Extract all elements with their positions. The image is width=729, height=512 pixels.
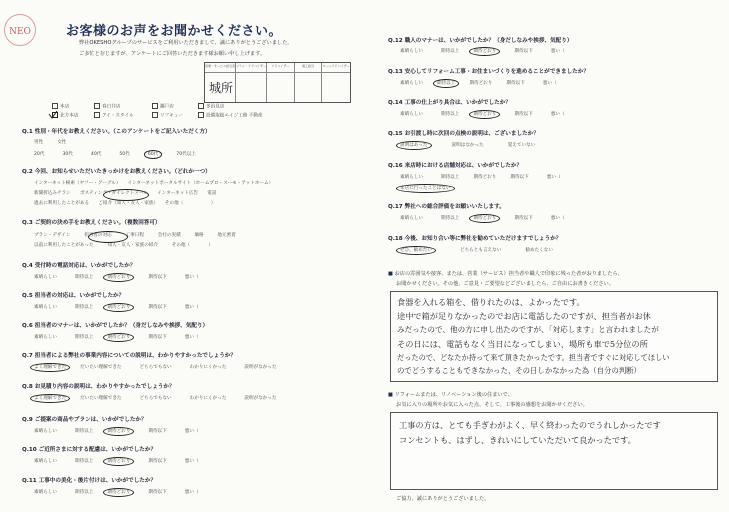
- checkmark-icon: [48, 110, 58, 120]
- store-option[interactable]: 設備取扱エイジ工務 不動産: [198, 112, 263, 119]
- selected-answer: 期待以上: [433, 79, 459, 88]
- q2-row: インターネット検索（ヤフー・グーグル） インターネットポータルサイト（ホームプロ・スーモ・アットホーム）: [34, 181, 274, 186]
- q14-options: 素晴らしい 期待以上 期待どおり 期待以下 悪い（: [400, 112, 565, 117]
- intro-line-2: ご多忙と存じますが、アンケートにご回答いただきます様お願い申し上げます。: [79, 51, 266, 57]
- q16-label: Q.16 来店時における店舗対応は、いかがでしたか？: [388, 163, 523, 169]
- comment1-line: だったので、どなたか持って来て頂きたかったです。担当者ですぐに対応してほしい: [397, 353, 670, 362]
- svg-text:NEO: NEO: [9, 27, 31, 37]
- intro-line-1: 弊社OKESHOグループのサービスをご利用いただきまして、誠にありがとうございました。: [79, 40, 293, 46]
- stamp-header: 営業・サービス担当者: [205, 63, 236, 73]
- selected-answer: 期待どおり: [469, 110, 500, 119]
- comment2-line: コンセントも、はずし、きれいにしていただいて良かったです。: [399, 435, 636, 445]
- store-option[interactable]: 本店: [52, 103, 69, 110]
- q14-label: Q.14 工事の仕上がり具合は、いかがでしたか？: [388, 100, 511, 106]
- comment1-line: のでどうすることもできなかった、その日しかなかった為（自分の判断）: [397, 366, 641, 375]
- q5-label: Q.5 担当者の対応は、いかがでしたか？: [22, 293, 125, 299]
- selected-answer: 期待どおり: [103, 273, 134, 282]
- stamp-cell: [322, 73, 350, 102]
- stamp-header: ローンアドバイザー: [322, 63, 350, 73]
- stamp-cell-sales: [205, 73, 236, 102]
- comment1-line: その日には、電話もなく当日になってしまい、場所も車で5分位の所: [397, 339, 648, 349]
- q2-row: 新聞折込みチラシ ポスティング・ダイレクトメール インターネット広告 電話: [34, 191, 217, 196]
- selected-answer: 説明はあった: [396, 141, 432, 150]
- q17-options: 素晴らしい 期待以上 期待どおり 期待以下 悪い（: [400, 216, 565, 221]
- q18-label: Q.18 今後、お知り合い等に弊社を勧めていただけますでしょうか？: [388, 236, 562, 242]
- staff-stamp-table: [204, 62, 351, 103]
- comment1-box[interactable]: [390, 291, 718, 382]
- stamp-cell: [295, 73, 323, 102]
- store-option[interactable]: 春日井店: [94, 103, 120, 110]
- q17-label: Q.17 弊社への総合評価をお願いいたします。: [388, 204, 505, 210]
- q15-label: Q.15 お引渡し時に次回の点検の説明は、ございましたか？: [388, 131, 539, 137]
- q13-label: Q.13 安心してリフォーム工事・お住まいづくりを進めることができましたか？: [388, 69, 589, 75]
- selected-answer: 期待どおり: [103, 303, 134, 312]
- comment2-prompt: ■ リフォームまたは、リノベーション後の住まいで、: [388, 392, 513, 398]
- q15-options: 説明はあった 説明はなかった 覚えていない: [396, 144, 535, 149]
- selected-answer: 期待どおり: [103, 457, 134, 466]
- selected-answer: よく理解できた: [30, 363, 70, 372]
- q9-options: 素晴らしい 期待以上 期待どおり 期待以下 悪い（: [34, 429, 199, 434]
- q2-row: 過去に利用したことがある ご紹介（知人・友人・家族） その他（ ）: [34, 201, 216, 206]
- seal-mark: [5, 15, 35, 45]
- selected-answer: 期待どおり: [103, 427, 134, 436]
- handwritten-staff-name: 城所: [209, 81, 234, 95]
- comment1-line: 途中で箱が足りなかったのでお店に電話したのですが、担当者がお休: [397, 311, 651, 321]
- q3-selected-circle: [88, 231, 128, 243]
- q6-label: Q.6 担当者のマナーは、いかがでしたか？（身だしなみや挨拶、気配り）: [22, 323, 209, 329]
- q16-options: 素晴らしい 期待以上 期待どおり 期待以下 悪い（: [400, 175, 561, 180]
- q11-options: 素晴らしい 期待以上 期待どおり 期待以下 悪い（: [34, 490, 199, 495]
- stamp-cell: [236, 73, 267, 102]
- comment2-line: 工事の方は、とても手ぎわがよく、早く終わったのでうれしかったです: [399, 420, 661, 430]
- page-title: お客様のお声をお聞かせください。: [66, 24, 283, 39]
- comment2-prompt-2: お気に入りの場所やお気に入った点、そして、工事後の感想をお聞かせください。: [396, 402, 588, 408]
- q5-options: 素晴らしい 期待以上 期待どおり 期待以下 悪い（: [34, 305, 199, 310]
- store-option[interactable]: リフキュー: [152, 112, 183, 119]
- comment1-prompt: ■ お店の雰囲気や接客、または、営業（サービス）担当者や職人で印象に残った者がおりましたら、: [388, 271, 623, 277]
- store-option[interactable]: アイ・スタイル: [94, 112, 134, 119]
- q3-label: Q.3 ご契約の決め手をお教えください。（複数回答可）: [22, 220, 161, 226]
- q2-selected-circle: [103, 189, 149, 201]
- comment2-box[interactable]: [390, 412, 718, 490]
- store-option[interactable]: 多治見店: [198, 103, 224, 110]
- q18-options: ぜひ、勧めたい どちらとも言えない 勧めたくない: [396, 249, 553, 254]
- selected-answer: 期待どおり: [103, 488, 134, 497]
- store-option[interactable]: 瀬戸店: [152, 103, 174, 110]
- q8-label: Q.8 お見積り内容の説明は、わかりやすかったでしょうか？: [22, 384, 175, 390]
- selected-answer: ぜひ、勧めたい: [396, 246, 436, 255]
- q2-label: Q.2 今回、お知らせいただいたきっかけをお教えください。（どれか一つ）: [22, 169, 211, 175]
- footer-thanks: ご協力、誠にありがとうございました。: [396, 496, 490, 502]
- q3-row: プラン・デザイン 担当者の対応 工事日程 会社の実績 価格 地元密着: [34, 233, 236, 238]
- q13-options: 素晴らしい 期待以上 期待どおり 期待以下 悪い（: [400, 81, 557, 86]
- q7-options: よく理解できた だいたい理解できた どちらでもない わかりにくかった 説明がなかった: [30, 366, 277, 371]
- selected-answer: 期待どおり: [469, 47, 500, 56]
- q4-options: 素晴らしい 期待以上 期待どおり 期待以下 悪い（: [34, 275, 199, 280]
- selected-answer: 期待どおり: [469, 214, 500, 223]
- stamp-header: プラン・アドバイザー: [236, 63, 267, 73]
- q16-option-selected: 来店に行ったことはない: [396, 187, 455, 192]
- comment1-prompt-2: お聞かせください。その他、ご意見・ご要望などございましたら、ご自由にお書きください。: [396, 281, 614, 287]
- q8-options: よく理解できた だいたい理解できた どちらでもない わかりにくかった 説明がなかった: [30, 397, 277, 402]
- q12-label: Q.12 職人のマナーは、いかがでしたか？（身だしなみや挨拶、気配り）: [388, 38, 573, 44]
- q9-label: Q.9 ご提案の商品やプランは、いかがでしたか？: [22, 417, 147, 423]
- stamp-cell: [267, 73, 295, 102]
- q10-label: Q.10 ご近所さまに対する配慮は、いかがでしたか？: [22, 447, 157, 453]
- q11-label: Q.11 工事中の美化・後片付けは、いかがでしたか？: [22, 478, 157, 484]
- stamp-header: アドバイザー: [267, 63, 295, 73]
- store-option-checked[interactable]: 北方本店: [52, 112, 78, 119]
- comment1-line: 食器を入れる箱を、借りれたのは、よかったです。: [397, 297, 585, 307]
- selected-answer: よく理解できた: [30, 394, 70, 403]
- comment1-line: みだったので、他の方に申し出たのですが、「対応します」と言われましたが: [397, 325, 659, 334]
- q10-options: 素晴らしい 期待以上 期待どおり 期待以下 悪い（: [34, 459, 199, 464]
- selected-answer: 60代: [144, 150, 162, 159]
- q4-label: Q.4 受付時の電話対応は、いかがでしたか？: [22, 263, 136, 269]
- q7-label: Q.7 担当者による弊社の事業内容についての説明は、わかりやすかったでしょうか？: [22, 353, 236, 359]
- company-seal: [4, 14, 36, 46]
- q1-ages: 20代 30代 40代 50代 60代 70代以上: [34, 152, 196, 157]
- stamp-header: 施工担当: [295, 63, 323, 73]
- q12-options: 素晴らしい 期待以上 期待どおり 期待以下 悪い（: [400, 49, 565, 54]
- selected-answer: 期待どおり: [103, 333, 134, 342]
- q1-label: Q.1 性別・年代をお教えください。（このアンケートをご記入いただく方）: [22, 129, 211, 135]
- q3-row: 以前に利用したことがあった 知人・友人・家族の紹介 その他（ ）: [34, 243, 214, 248]
- q1-options: 男性 女性: [34, 140, 67, 145]
- q6-options: 素晴らしい 期待以上 期待どおり 期待以下 悪い（: [34, 335, 199, 340]
